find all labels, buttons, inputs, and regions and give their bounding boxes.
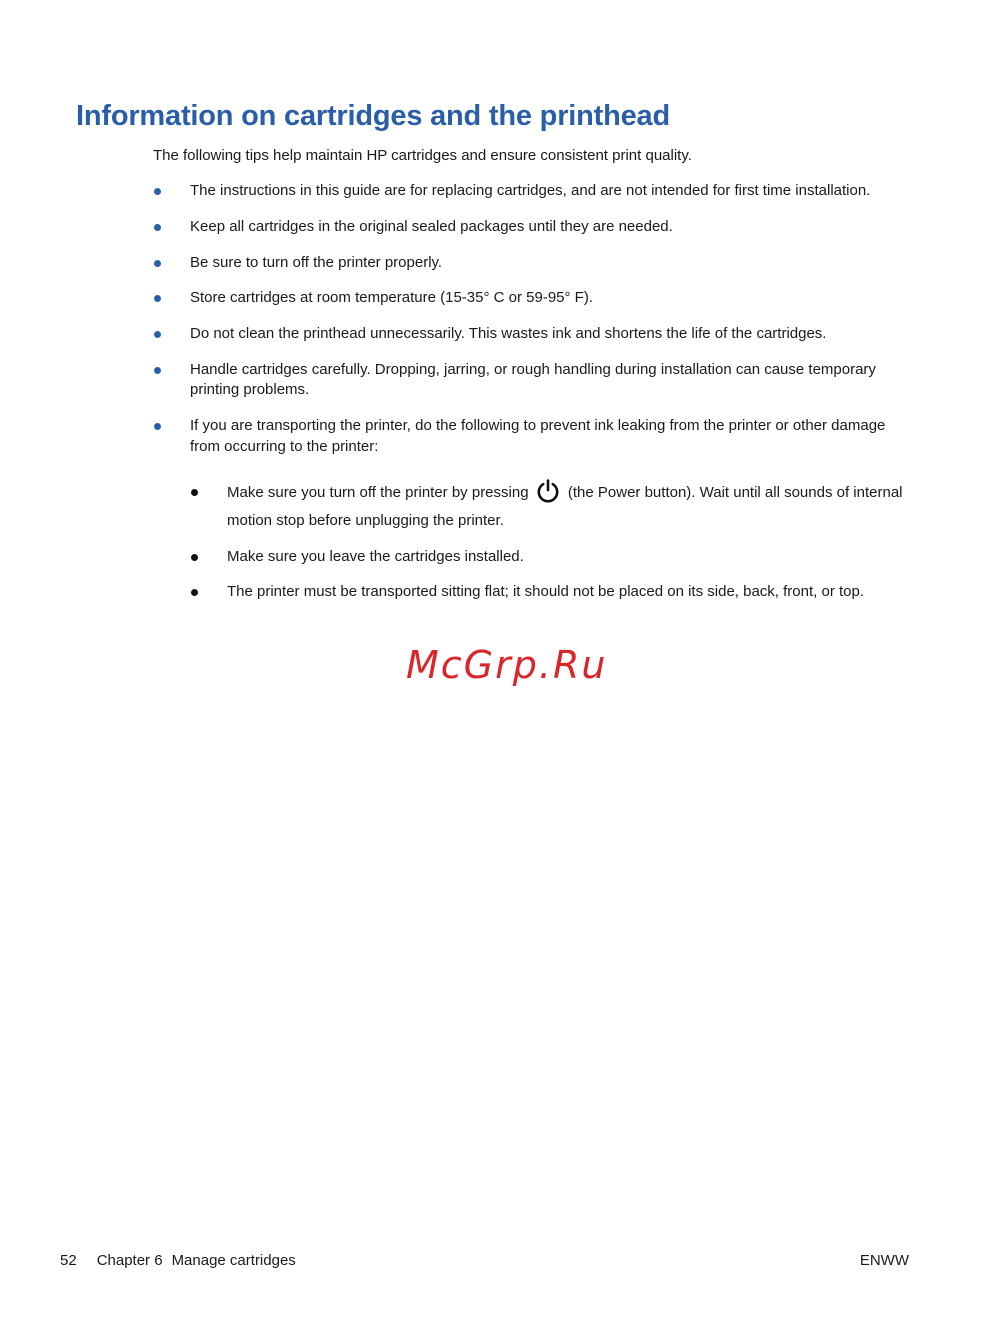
- list-item-text: Keep all cartridges in the original sealed packages until they are needed.: [190, 217, 673, 235]
- sub-list-item-text: The printer must be transported sitting flat; it should not be placed on its side, back, front, or top.: [227, 583, 865, 601]
- sub-bullet-dot: [191, 489, 198, 496]
- bullet-dot: [154, 188, 161, 195]
- page-number: 52: [60, 1252, 77, 1269]
- list-item: [153, 217, 913, 238]
- footer-left: [60, 1251, 296, 1271]
- list-item-text: Handle cartridges carefully. Dropping, jarring, or rough handling during installation can cause temporary printing problems.: [190, 360, 876, 399]
- list-item-text: Be sure to turn off the printer properly.: [190, 253, 443, 271]
- watermark: McGrp.Ru: [406, 643, 608, 687]
- transport-sublist: [153, 478, 913, 606]
- sub-bullet-dot: [191, 554, 198, 561]
- sub-list-item-text-after: (the Power button). Wait until all sounds of internal motion stop before unplugging the printer.: [227, 484, 903, 530]
- sub-list-item-text: Make sure you leave the cartridges installed.: [227, 547, 524, 565]
- bullet-dot: [154, 295, 161, 302]
- bullet-dot: [154, 367, 161, 374]
- footer-right: ENWW: [859, 1252, 909, 1269]
- tips-list: [153, 181, 913, 622]
- list-item: [153, 181, 913, 202]
- power-icon: [535, 478, 561, 504]
- list-item-text: If you are transporting the printer, do the following to prevent ink leaking from the printer or other damage from occurring to the printer:: [190, 417, 886, 455]
- page-title: Information on cartridges and the printhead: [76, 100, 670, 132]
- bullet-dot: [154, 331, 161, 338]
- chapter-label: Chapter 6: [96, 1252, 163, 1269]
- list-item: [153, 360, 913, 401]
- bullet-dot: [154, 260, 161, 267]
- sub-list-item: [190, 543, 913, 571]
- list-item-text: The instructions in this guide are for replacing cartridges, and are not intended for first time installation.: [190, 182, 871, 199]
- sub-list-item-text-before: Make sure you turn off the printer by pressing: [227, 484, 529, 502]
- bullet-dot: [154, 423, 161, 430]
- sub-list-item: [190, 578, 913, 606]
- list-item-text: Store cartridges at room temperature (15-35° C or 59-95° F).: [190, 289, 593, 307]
- list-item: [153, 288, 913, 309]
- bullet-dot: [154, 224, 161, 231]
- sub-bullet-dot: [191, 589, 198, 596]
- list-item: [153, 253, 913, 274]
- list-item: [153, 324, 913, 345]
- intro-paragraph: The following tips help maintain HP cartridges and ensure consistent print quality.: [153, 147, 692, 164]
- sub-list-item: [190, 478, 913, 535]
- list-item: [153, 416, 913, 606]
- list-item-text: Do not clean the printhead unnecessarily. This wastes ink and shortens the life of the cartridges.: [190, 325, 827, 343]
- section-label: Manage cartridges: [171, 1252, 296, 1269]
